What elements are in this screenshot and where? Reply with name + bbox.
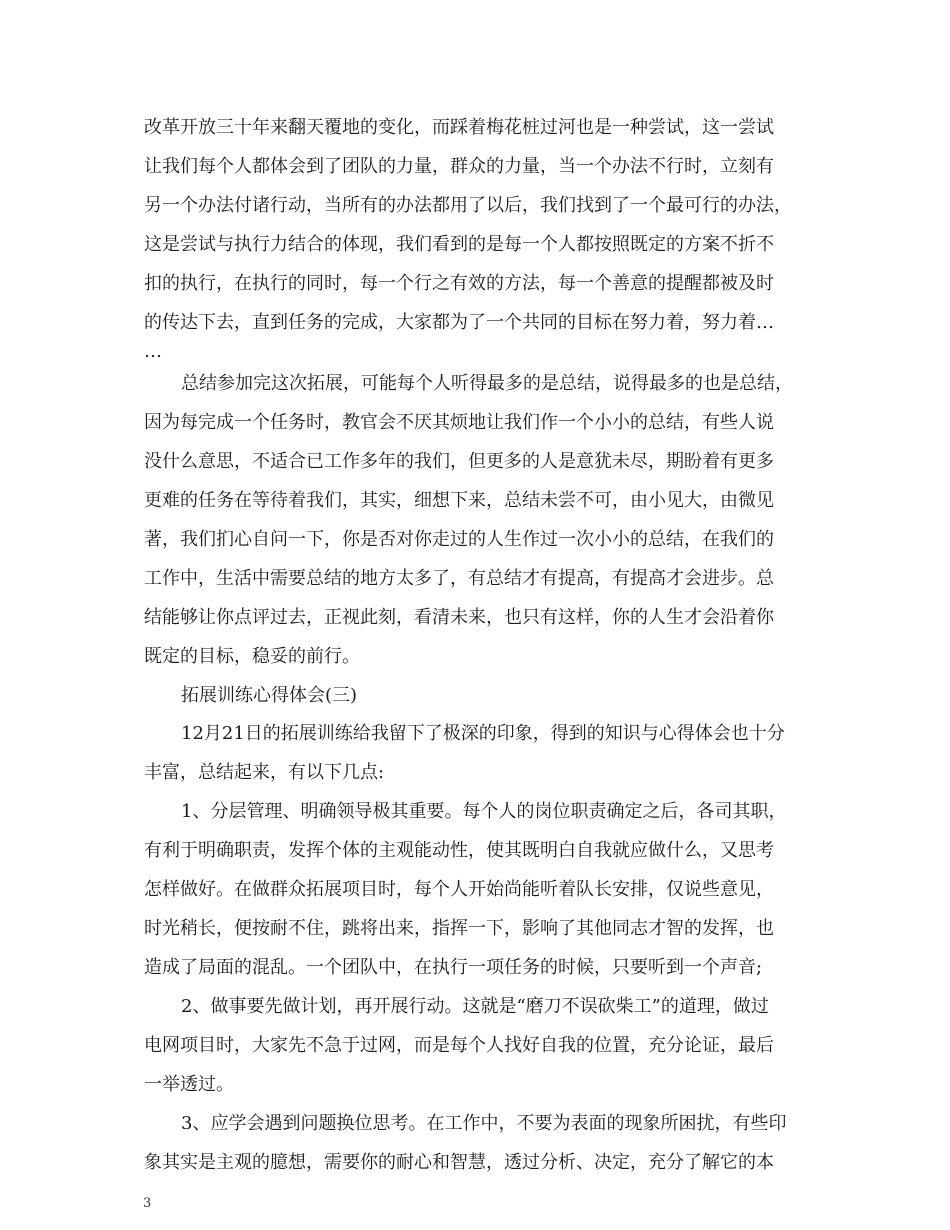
text-line: 更难的任务在等待着我们，其实，细想下来，总结未尝不可，由小见大，由微见 (144, 490, 774, 511)
text-line: 让我们每个人都体会到了团队的力量，群众的力量，当一个办法不行时，立刻有 (144, 156, 774, 177)
text-line: 这是尝试与执行力结合的体现，我们看到的是每一个人都按照既定的方案不折不 (144, 234, 774, 255)
text-line: … (144, 341, 162, 362)
text-line: 电网项目时，大家先不急于过网，而是每个人找好自我的位置，充分论证，最后 (144, 1035, 774, 1056)
text-line: 1、分层管理、明确领导极其重要。每个人的岗位职责确定之后，各司其职， (181, 801, 787, 822)
text-line: 工作中，生活中需要总结的地方太多了，有总结才有提高，有提高才会进步。总 (144, 568, 774, 589)
text-line: 2、做事要先做计划，再开展行动。这就是“磨刀不误砍柴工”的道理，做过 (181, 996, 769, 1017)
text-line: 既定的目标，稳妥的前行。 (144, 646, 360, 667)
text-line: 一举透过。 (144, 1074, 234, 1095)
text-line: 时光稍长，便按耐不住，跳将出来，指挥一下，影响了其他同志才智的发挥，也 (144, 918, 774, 939)
text-line: 的传达下去，直到任务的完成，大家都为了一个共同的目标在努力着，努力着… (144, 312, 774, 333)
text-line: 著，我们扪心自问一下，你是否对你走过的人生作过一次小小的总结，在我们的 (144, 529, 774, 550)
text-line: 另一个办法付诸行动，当所有的办法都用了以后，我们找到了一个最可行的办法， (144, 195, 792, 216)
text-line: 扣的执行，在执行的同时，每一个行之有效的方法，每一个善意的提醒都被及时 (144, 273, 774, 294)
text-line: 造成了局面的混乱。一个团队中，在执行一项任务的时候，只要听到一个声音; (144, 957, 763, 978)
text-line: 没什么意思，不适合已工作多年的我们，但更多的人是意犹未尽，期盼着有更多 (144, 451, 774, 472)
text-line: 象其实是主观的臆想，需要你的耐心和智慧，透过分析、决定，充分了解它的本 (144, 1152, 774, 1173)
text-line: 总结参加完这次拓展，可能每个人听得最多的是总结，说得最多的也是总结， (181, 373, 793, 394)
text-line: 丰富，总结起来，有以下几点: (144, 762, 385, 783)
page-number: 3 (143, 1196, 152, 1211)
text-line: 因为每完成一个任务时，教官会不厌其烦地让我们作一个小小的总结，有些人说 (144, 412, 774, 433)
text-line: 改革开放三十年来翻天覆地的变化，而踩着梅花桩过河也是一种尝试，这一尝试 (144, 117, 774, 138)
section-heading: 拓展训练心得体会(三) (181, 685, 358, 706)
text-line: 结能够让你点评过去，正视此刻，看清未来，也只有这样，你的人生才会沿着你 (144, 607, 774, 628)
text-line: 怎样做好。在做群众拓展项目时，每个人开始尚能听着队长安排，仅说些意见， (144, 879, 774, 900)
text-line: 有利于明确职责，发挥个体的主观能动性，使其既明白自我就应做什么，又思考 (144, 840, 774, 861)
text-line: 3、应学会遇到问题换位思考。在工作中，不要为表面的现象所困扰，有些印 (181, 1113, 787, 1134)
text-line: 12月21日的拓展训练给我留下了极深的印象，得到的知识与心得体会也十分 (181, 723, 785, 744)
